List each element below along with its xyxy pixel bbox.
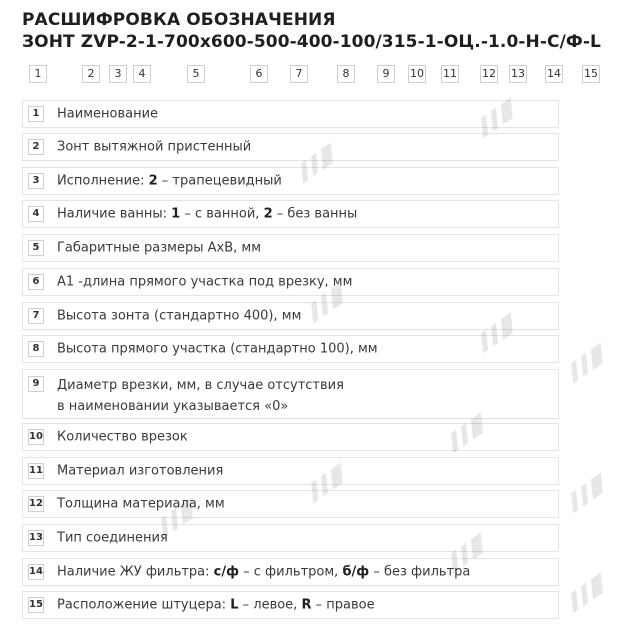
description-text: Высота зонта (стандартно 400), мм	[57, 308, 302, 324]
description-text: Высота прямого участка (стандартно 100), мм	[57, 341, 378, 357]
code-position-10: 10	[408, 65, 426, 83]
table-row	[22, 524, 559, 552]
row-number: 3	[28, 173, 44, 189]
table-row	[22, 369, 559, 419]
table-row	[22, 133, 559, 161]
code-position-4: 4	[133, 65, 151, 83]
description-text: Толщина материала, мм	[57, 496, 225, 512]
description-text: А1 -длина прямого участка под врезку, мм	[57, 274, 353, 290]
description-text: – без фильтра	[369, 564, 471, 580]
description-text: Габаритные размеры АхВ, мм	[57, 240, 262, 256]
table-row	[22, 200, 559, 228]
description-text: Зонт вытяжной пристенный	[57, 139, 252, 155]
description-text: Исполнение:	[57, 173, 149, 189]
code-position-11: 11	[441, 65, 459, 83]
row-description	[57, 207, 357, 222]
description-text: Количество врезок	[57, 429, 188, 445]
row-description	[57, 140, 251, 155]
description-text: – с фильтром,	[239, 564, 343, 580]
row-description	[57, 275, 352, 290]
description-text: Расположение штуцера:	[57, 597, 231, 613]
code-value: L	[230, 597, 239, 613]
code-value: б/ф	[342, 564, 370, 580]
row-description	[57, 497, 225, 512]
row-number: 8	[28, 341, 44, 357]
row-description	[57, 375, 344, 417]
table-row	[22, 457, 559, 485]
code-position-6: 6	[250, 65, 268, 83]
heading-line-1: РАСШИФРОВКА ОБОЗНАЧЕНИЯ	[22, 10, 336, 30]
code-position-2: 2	[82, 65, 100, 83]
description-text: – левое,	[238, 597, 302, 613]
table-row	[22, 558, 559, 586]
row-description	[57, 430, 188, 445]
row-number: 13	[28, 530, 44, 546]
row-number: 15	[28, 597, 44, 613]
row-number: 6	[28, 274, 44, 290]
watermark-logo-icon	[557, 567, 616, 619]
description-text: Наименование	[57, 106, 159, 122]
code-position-15: 15	[582, 65, 600, 83]
watermark-logo-icon	[557, 337, 616, 389]
code-value: R	[301, 597, 312, 613]
code-position-1: 1	[29, 65, 47, 83]
code-position-13: 13	[509, 65, 527, 83]
row-description	[57, 565, 470, 580]
row-description	[57, 598, 375, 613]
row-description	[57, 342, 378, 357]
code-value: 2	[148, 173, 158, 189]
description-text: – с ванной,	[180, 206, 264, 222]
code-value: 2	[263, 206, 273, 222]
table-row	[22, 302, 559, 330]
table-row	[22, 423, 559, 451]
row-number: 4	[28, 206, 44, 222]
code-position-8: 8	[337, 65, 355, 83]
table-row	[22, 167, 559, 195]
code-position-9: 9	[377, 65, 395, 83]
heading-line-2: ЗОНТ ZVP-2-1-700х600-500-400-100/315-1-ОЦ.-1.0-Н-С/Ф-L	[22, 32, 601, 52]
code-position-5: 5	[187, 65, 205, 83]
row-description	[57, 241, 261, 256]
description-text: Тип соединения	[57, 530, 168, 546]
code-position-14: 14	[545, 65, 563, 83]
row-number: 14	[28, 564, 44, 580]
row-description	[57, 174, 282, 189]
description-text: – без ванны	[272, 206, 358, 222]
description-text: – трапецевидный	[157, 173, 282, 189]
row-number: 12	[28, 496, 44, 512]
description-text: Материал изготовления	[57, 463, 224, 479]
description-text: – правое	[311, 597, 375, 613]
row-number: 9	[28, 376, 44, 392]
table-row	[22, 490, 559, 518]
table-row	[22, 234, 559, 262]
row-number: 10	[28, 429, 44, 445]
row-description	[57, 464, 223, 479]
row-description	[57, 531, 168, 546]
description-text: Наличие ванны:	[57, 206, 172, 222]
row-description	[57, 309, 301, 324]
description-text: Наличие ЖУ фильтра:	[57, 564, 214, 580]
code-position-12: 12	[480, 65, 498, 83]
row-description	[57, 107, 158, 122]
description-text: Диаметр врезки, мм, в случае отсутствия	[57, 378, 344, 393]
table-row	[22, 268, 559, 296]
watermark-logo-icon	[557, 467, 616, 519]
row-number: 2	[28, 139, 44, 155]
row-number: 1	[28, 106, 44, 122]
table-row	[22, 100, 559, 128]
code-value: 1	[171, 206, 181, 222]
table-row	[22, 335, 559, 363]
row-number: 7	[28, 308, 44, 324]
row-number: 11	[28, 463, 44, 479]
row-number: 5	[28, 240, 44, 256]
table-row	[22, 591, 559, 619]
code-position-3: 3	[109, 65, 127, 83]
description-text: в наименовании указывается «0»	[57, 399, 289, 414]
code-value: с/ф	[213, 564, 240, 580]
code-position-7: 7	[290, 65, 308, 83]
